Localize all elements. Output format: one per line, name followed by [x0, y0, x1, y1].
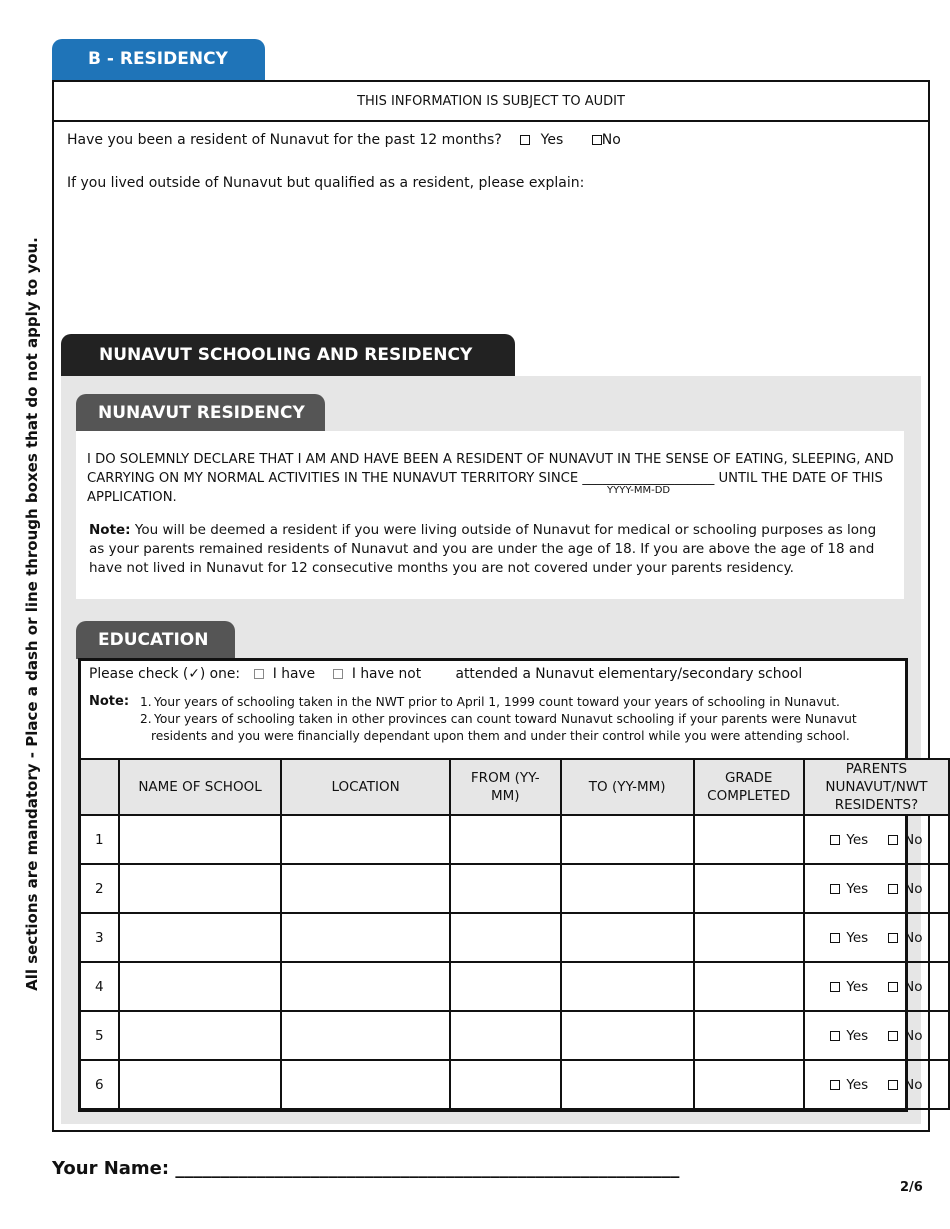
education-note-item: 1. Your years of schooling taken in the NWT prior to April 1, 1999 count toward your years of schooling in Nunavut.	[140, 695, 840, 709]
nunavut-residency-tab: NUNAVUT RESIDENCY	[76, 394, 325, 432]
residency-note-text: You will be deemed a resident if you were living outside of Nunavut for medical or schooling purposes as long as your parents remained residents of Nunavut and you are under the age of 18. If you are above the age of 18 and have not lived in Nunavut for 12 consecutive months you are not covered under your parents residency.	[89, 522, 877, 576]
resident-yes-checkbox[interactable]	[520, 135, 530, 145]
parents-resident-cell	[804, 864, 949, 913]
column-header: FROM (YY-MM)	[450, 759, 561, 815]
mandatory-sections-note: All sections are mandatory - Place a dash or line through boxes that do not apply to you.	[23, 237, 41, 991]
to-date-cell[interactable]	[561, 1011, 694, 1060]
check-prefix: Please check (✓) one:	[89, 666, 240, 682]
parents-no-label: No	[904, 929, 923, 946]
attendance-check-line	[89, 666, 802, 682]
parents-no-label: No	[904, 880, 923, 897]
from-date-cell[interactable]	[450, 1011, 561, 1060]
explain-label: If you lived outside of Nunavut but qualified as a resident, please explain:	[67, 175, 585, 191]
from-date-cell[interactable]	[450, 913, 561, 962]
grade-cell[interactable]	[694, 815, 804, 864]
row-number: 4	[80, 962, 119, 1011]
location-cell[interactable]	[281, 864, 449, 913]
parents-yes-checkbox[interactable]	[830, 933, 840, 943]
schooling-residency-tab: NUNAVUT SCHOOLING AND RESIDENCY	[61, 334, 515, 377]
school-name-cell[interactable]	[119, 815, 282, 864]
resident-no-label: No	[601, 132, 621, 148]
residency-declaration: I DO SOLEMNLY DECLARE THAT I AM AND HAVE BEEN A RESIDENT OF NUNAVUT IN THE SENSE OF EATING, SLEEPING, AND CARRYING ON MY NORMAL ACTIVITIES IN THE NUNAVUT TERRITORY SINCE ____________________ UNTIL THE DATE OF THIS APPLICATION.	[87, 452, 894, 505]
section-b-tab: B - RESIDENCY	[52, 39, 265, 81]
schooling-table	[79, 758, 950, 1110]
parents-yes-label: Yes	[846, 1027, 869, 1044]
parents-no-checkbox[interactable]	[888, 835, 898, 845]
column-header: PARENTS NUNAVUT/NWT RESIDENTS?	[804, 759, 949, 815]
to-date-cell[interactable]	[561, 815, 694, 864]
column-header: NAME OF SCHOOL	[119, 759, 282, 815]
parents-yes-checkbox[interactable]	[830, 1031, 840, 1041]
education-note-label: Note:	[89, 694, 130, 709]
explain-field[interactable]	[67, 198, 917, 323]
grade-cell[interactable]	[694, 1011, 804, 1060]
row-number: 6	[80, 1060, 119, 1109]
resident-yes-label: Yes	[540, 132, 564, 148]
parents-yes-checkbox[interactable]	[830, 884, 840, 894]
parents-no-label: No	[904, 831, 923, 848]
location-cell[interactable]	[281, 913, 449, 962]
your-name-field[interactable]: Your Name: ________________________________________________________	[52, 1158, 680, 1179]
parents-no-checkbox[interactable]	[888, 982, 898, 992]
i-have-label: I have	[272, 666, 316, 682]
from-date-cell[interactable]	[450, 864, 561, 913]
table-header-row	[80, 759, 949, 815]
education-note	[140, 694, 900, 745]
parents-yes-label: Yes	[846, 831, 869, 848]
table-row	[80, 962, 949, 1011]
location-cell[interactable]	[281, 962, 449, 1011]
row-number: 5	[80, 1011, 119, 1060]
i-have-not-checkbox[interactable]	[333, 669, 343, 679]
grade-cell[interactable]	[694, 962, 804, 1011]
parents-no-checkbox[interactable]	[888, 933, 898, 943]
table-row	[80, 913, 949, 962]
parents-yes-label: Yes	[846, 978, 869, 995]
residency-note	[89, 521, 895, 578]
grade-cell[interactable]	[694, 913, 804, 962]
to-date-cell[interactable]	[561, 864, 694, 913]
grade-cell[interactable]	[694, 864, 804, 913]
location-cell[interactable]	[281, 1011, 449, 1060]
column-header: LOCATION	[281, 759, 449, 815]
parents-yes-checkbox[interactable]	[830, 982, 840, 992]
residency-question-text: Have you been a resident of Nunavut for the past 12 months?	[67, 132, 502, 148]
row-number: 3	[80, 913, 119, 962]
column-header: TO (YY-MM)	[561, 759, 694, 815]
row-number-header	[80, 759, 119, 815]
school-name-cell[interactable]	[119, 1060, 282, 1109]
column-header: GRADE COMPLETED	[694, 759, 804, 815]
row-number: 2	[80, 864, 119, 913]
attended-text: attended a Nunavut elementary/secondary school	[455, 666, 803, 682]
resident-no-checkbox[interactable]	[592, 135, 602, 145]
to-date-cell[interactable]	[561, 1060, 694, 1109]
school-name-cell[interactable]	[119, 864, 282, 913]
residency-question	[67, 132, 621, 148]
school-name-cell[interactable]	[119, 1011, 282, 1060]
table-row	[80, 1011, 949, 1060]
from-date-cell[interactable]	[450, 1060, 561, 1109]
residency-since-date-field[interactable]	[577, 466, 703, 482]
parents-no-label: No	[904, 978, 923, 995]
parents-resident-cell	[804, 1011, 949, 1060]
parents-yes-label: Yes	[846, 1076, 869, 1093]
audit-notice: THIS INFORMATION IS SUBJECT TO AUDIT	[54, 82, 928, 122]
school-name-cell[interactable]	[119, 913, 282, 962]
parents-no-checkbox[interactable]	[888, 884, 898, 894]
to-date-cell[interactable]	[561, 913, 694, 962]
parents-yes-checkbox[interactable]	[830, 835, 840, 845]
table-row	[80, 1060, 949, 1109]
from-date-cell[interactable]	[450, 962, 561, 1011]
parents-resident-cell	[804, 815, 949, 864]
grade-cell[interactable]	[694, 1060, 804, 1109]
from-date-cell[interactable]	[450, 815, 561, 864]
page-number: 2/6	[900, 1180, 923, 1195]
parents-no-label: No	[904, 1076, 923, 1093]
residency-note-label: Note:	[89, 522, 131, 538]
school-name-cell[interactable]	[119, 962, 282, 1011]
table-row	[80, 864, 949, 913]
parents-yes-checkbox[interactable]	[830, 1080, 840, 1090]
i-have-not-label: I have not	[351, 666, 422, 682]
location-cell[interactable]	[281, 815, 449, 864]
parents-resident-cell	[804, 913, 949, 962]
location-cell[interactable]	[281, 1060, 449, 1109]
parents-resident-cell	[804, 1060, 949, 1109]
parents-yes-label: Yes	[846, 880, 869, 897]
date-format-hint: YYYY-MM-DD	[607, 485, 671, 496]
education-note-item: 2. Your years of schooling taken in other provinces can count toward Nunavut schooling if your parents were Nunavut residents and you were financially dependant upon them and under their control while you were attending school.	[140, 712, 857, 743]
i-have-checkbox[interactable]	[254, 669, 264, 679]
parents-no-checkbox[interactable]	[888, 1080, 898, 1090]
education-tab: EDUCATION	[76, 621, 235, 659]
to-date-cell[interactable]	[561, 962, 694, 1011]
parents-yes-label: Yes	[846, 929, 869, 946]
parents-no-checkbox[interactable]	[888, 1031, 898, 1041]
parents-resident-cell	[804, 962, 949, 1011]
parents-no-label: No	[904, 1027, 923, 1044]
table-row	[80, 815, 949, 864]
row-number: 1	[80, 815, 119, 864]
